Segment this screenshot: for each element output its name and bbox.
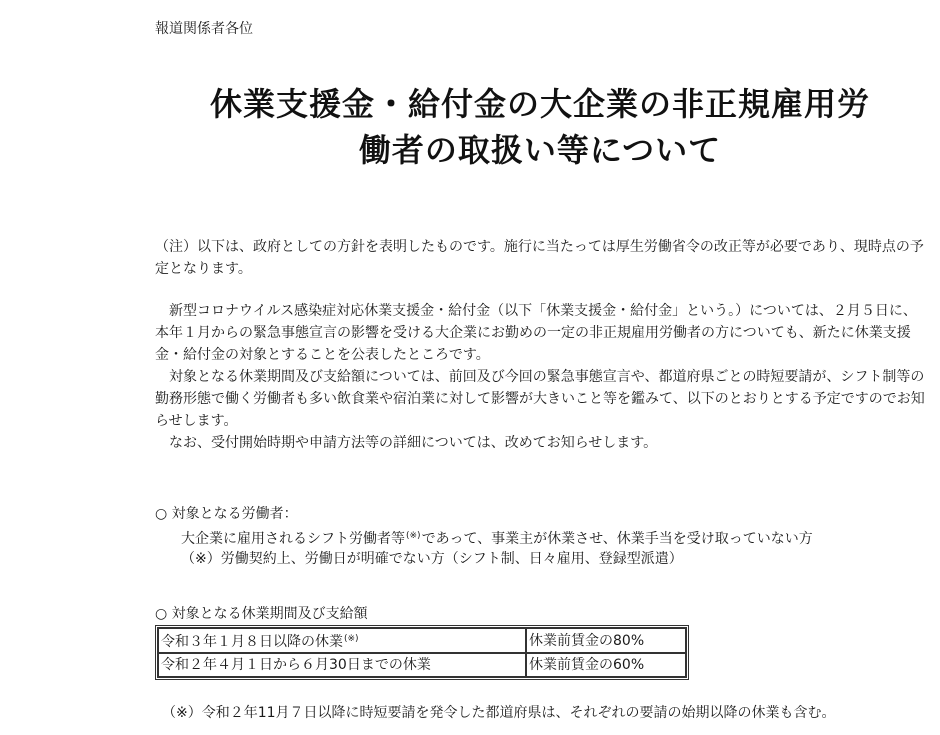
body-paragraph-2: 対象となる休業期間及び支給額については、前回及び今回の緊急事態宣言や、都道府県ごとの時短要請が、シフト制等の勤務形態で働く労働者も多い飲食業や宿泊業に対して影響が大きいこと等を鑑みて、以下のとおりとする予定ですのでお知らせします。	[155, 369, 925, 429]
addressee: 報道関係者各位	[155, 21, 253, 37]
title-line-1: 休業支援金・給付金の大企業の非正規雇用労	[209, 85, 870, 123]
target-workers-text: 大企業に雇用されるシフト労働者等	[181, 531, 405, 547]
table-row	[158, 628, 686, 653]
target-workers-description	[181, 526, 813, 549]
page-title	[150, 81, 930, 173]
body-text	[155, 300, 925, 454]
footnote-mark: (※)	[406, 531, 421, 541]
period-text: 令和２年４月１日から６月30日までの休業	[161, 657, 431, 673]
title-line-2: 働者の取扱い等について	[358, 131, 722, 169]
period-text: 令和３年１月８日以降の休業	[161, 634, 343, 650]
period-cell	[158, 628, 526, 653]
amount-cell: 休業前賃金の60%	[526, 653, 686, 677]
target-workers-heading: ○ 対象となる労働者：	[155, 506, 298, 522]
period-amount-table	[155, 625, 689, 680]
amount-cell: 休業前賃金の80%	[526, 628, 686, 653]
body-paragraph-3: なお、受付開始時期や申請方法等の詳細については、改めてお知らせします。	[169, 435, 658, 451]
period-amount-heading: ○ 対象となる休業期間及び支給額	[155, 606, 368, 622]
footnote: （※）令和２年11月７日以降に時短要請を発令した都道府県は、それぞれの要請の始期以降の休業も含む。	[162, 705, 836, 721]
period-cell	[158, 653, 526, 677]
note-paragraph: （注）以下は、政府としての方針を表明したものです。施行に当たっては厚生労働省令の改正等が必要であり、現時点の予定となります。	[155, 239, 924, 277]
table-row	[158, 653, 686, 677]
target-workers-note: （※）労働契約上、労働日が明確でない方（シフト制、日々雇用、登録型派遣）	[181, 551, 683, 567]
footnote-mark: (※)	[344, 634, 359, 644]
target-workers-text-cont: であって、事業主が休業させ、休業手当を受け取っていない方	[421, 531, 813, 547]
body-paragraph-1: 新型コロナウイルス感染症対応休業支援金・給付金（以下「休業支援金・給付金」という。）については、２月５日に、本年１月からの緊急事態宣言の影響を受ける大企業にお勤めの一定の非正規雇用労働者の方についても、新たに休業支援金・給付金の対象とすることを公表したところです。	[155, 303, 917, 363]
